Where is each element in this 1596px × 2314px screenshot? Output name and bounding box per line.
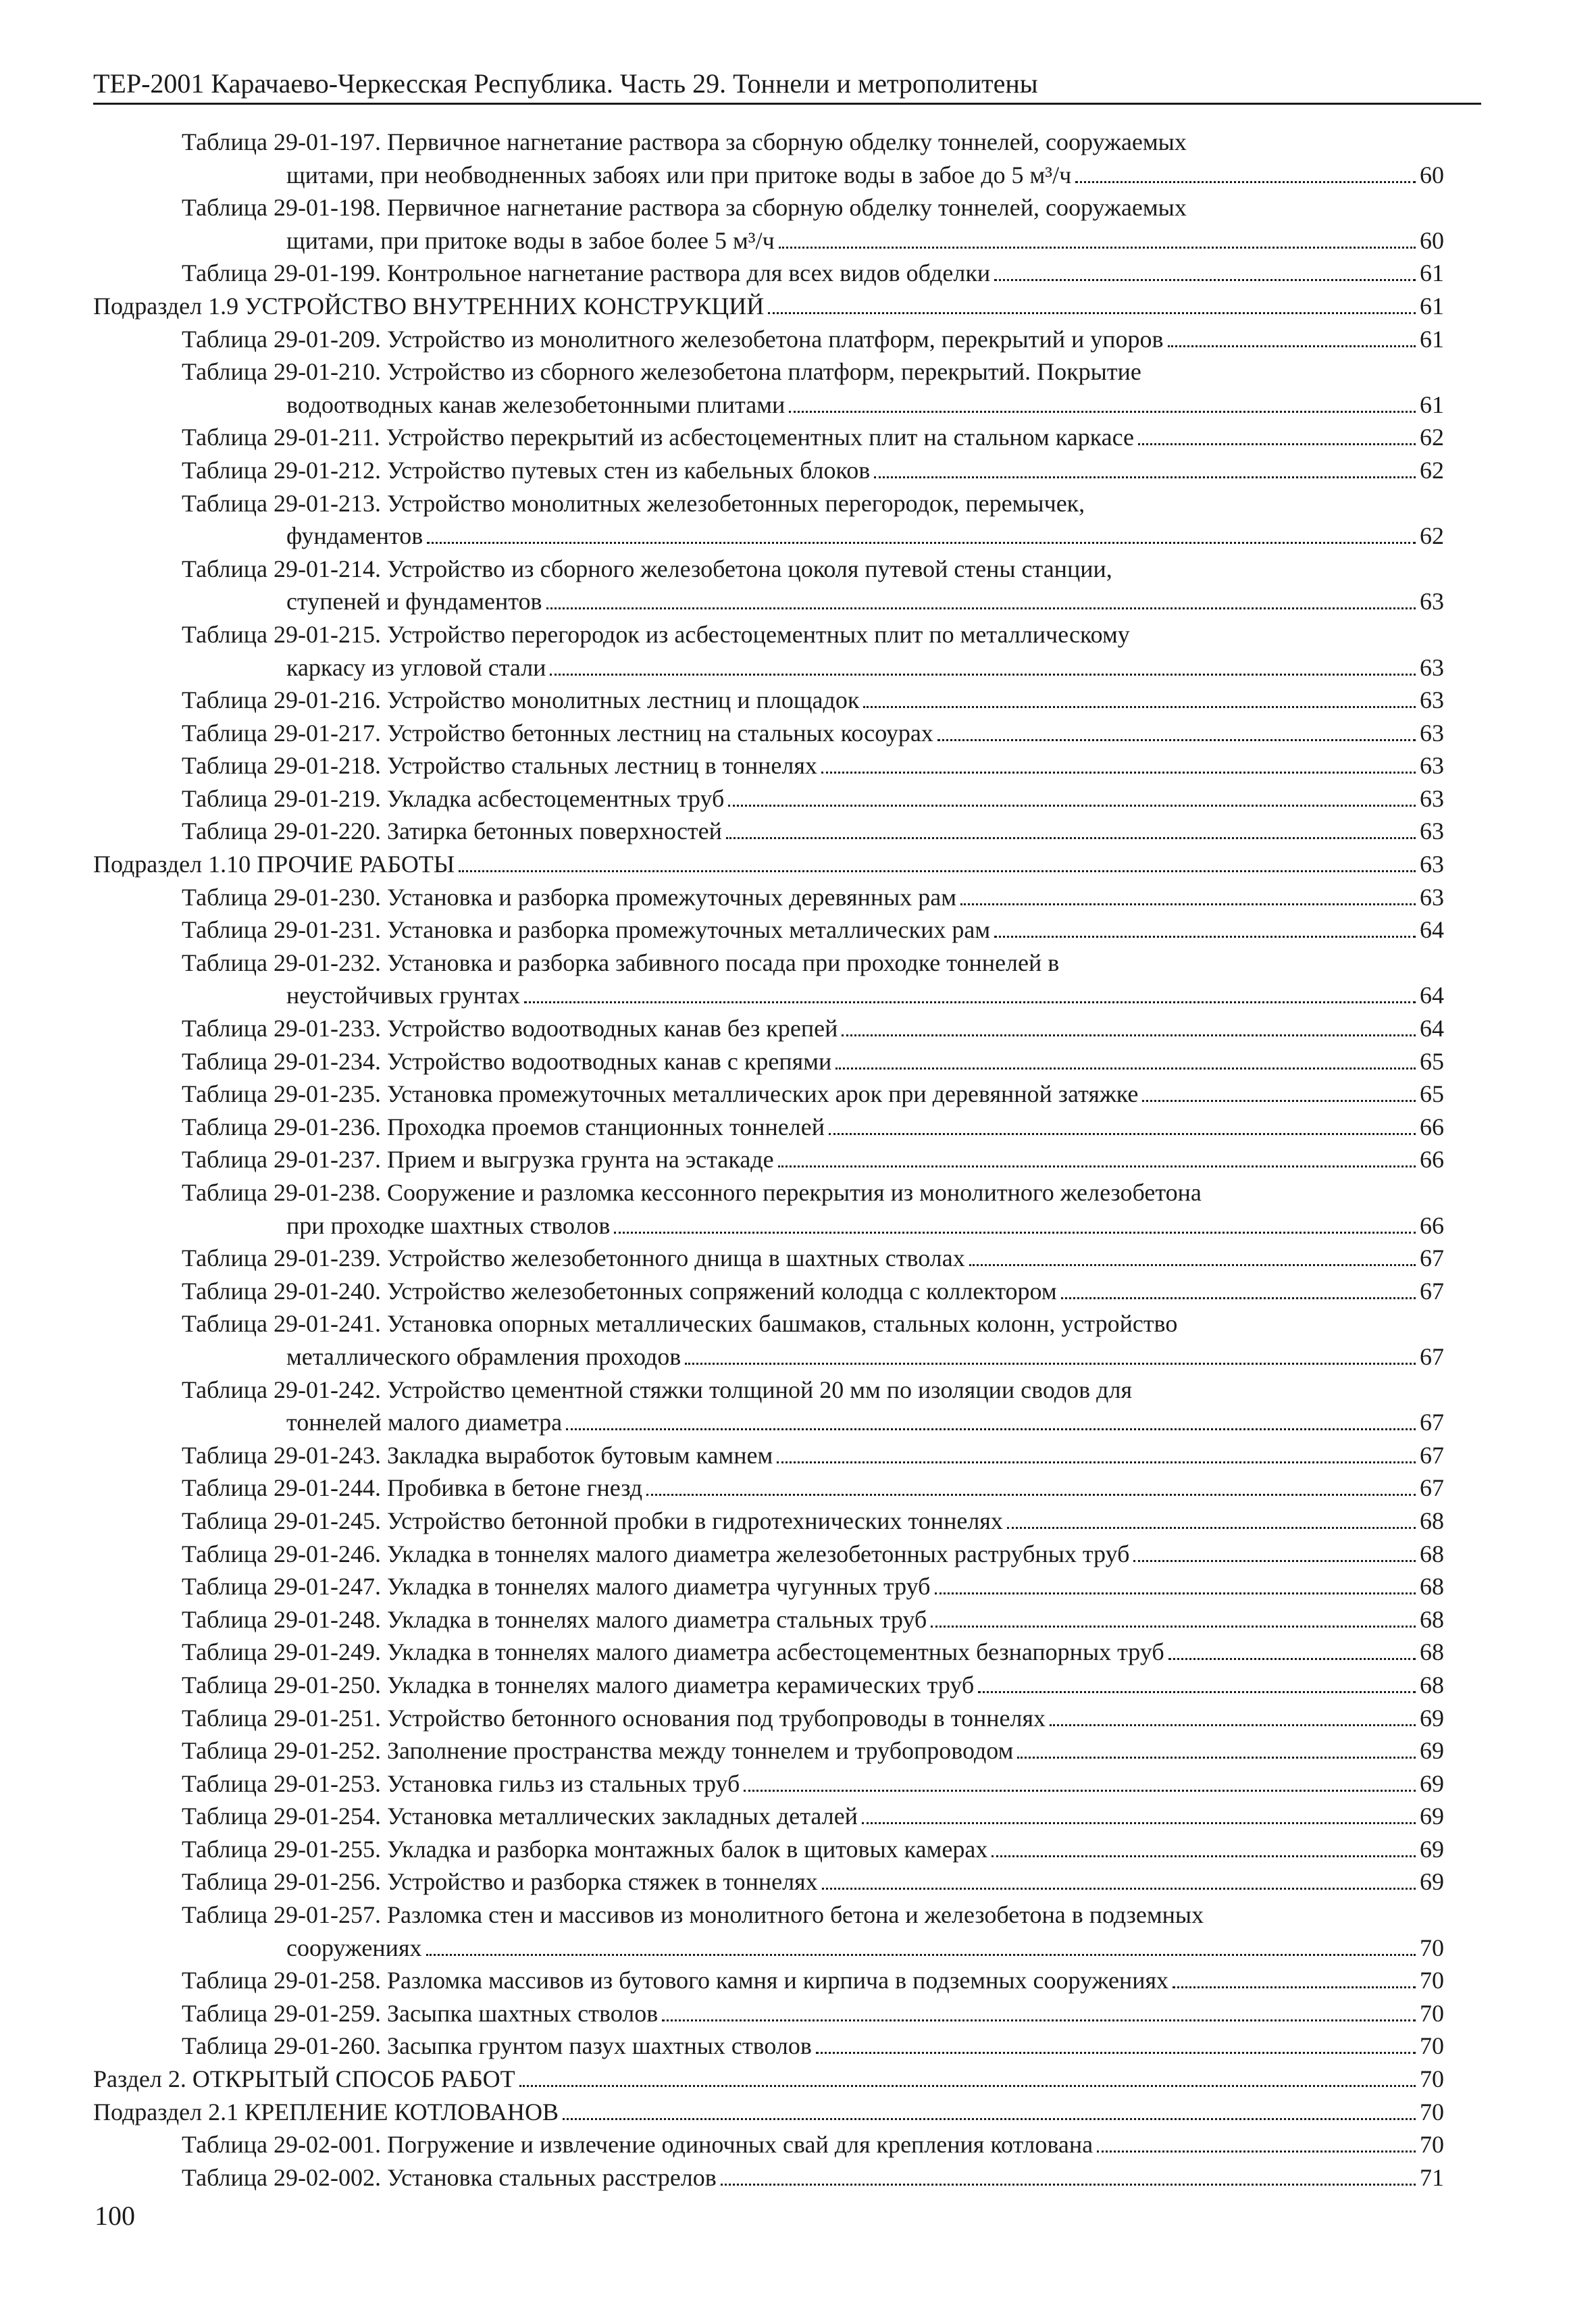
toc-entry-title: Таблица 29-01-218. Устройство стальных лестниц в тоннелях [182,752,817,780]
dot-leader [821,772,1416,774]
toc-page-number: 61 [1420,325,1444,353]
toc-table-entry[interactable] [93,1439,1444,1472]
toc-table-entry[interactable] [93,1143,1444,1176]
toc-table-entry[interactable] [93,1538,1444,1571]
toc-table-entry[interactable] [93,1012,1444,1045]
toc-page-number: 61 [1420,292,1444,320]
toc-page-number: 70 [1420,1967,1444,1994]
toc-table-entry[interactable] [93,126,1444,191]
dot-leader [768,312,1416,314]
toc-table-entry[interactable] [93,749,1444,782]
dot-leader [1050,1724,1416,1726]
dot-leader [816,2052,1416,2054]
toc-table-entry[interactable] [93,881,1444,914]
toc-table-entry[interactable] [93,618,1444,684]
dot-leader [519,2085,1416,2087]
toc-entry-title: Подраздел 2.1 КРЕПЛЕНИЕ КОТЛОВАНОВ [93,2098,559,2126]
toc-page-number: 69 [1420,1835,1444,1863]
toc-entry-title: Таблица 29-01-260. Засыпка грунтом пазух шахтных стволов [182,2032,812,2060]
toc-entry-title: Таблица 29-01-255. Укладка и разборка монтажных балок в щитовых камерах [182,1835,988,1863]
dot-leader [524,1001,1416,1003]
toc-entry-title: Таблица 29-01-235. Установка промежуточных металлических арок при деревянной затяжке [182,1080,1139,1108]
toc-entry-title: Подраздел 1.9 УСТРОЙСТВО ВНУТРЕННИХ КОНСТРУКЦИЙ [93,292,765,320]
dot-leader [994,279,1416,281]
toc-page-number: 63 [1420,883,1444,911]
toc-page-number: 66 [1420,1113,1444,1140]
toc-table-entry[interactable] [93,815,1444,848]
toc-table-entry[interactable] [93,1045,1444,1078]
toc-page-number: 61 [1420,259,1444,287]
toc-page-number: 65 [1420,1080,1444,1108]
dot-leader [1142,1100,1416,1102]
toc-table-entry[interactable] [93,1472,1444,1505]
dot-leader [862,1822,1416,1824]
toc-table-entry[interactable] [93,913,1444,947]
toc-table-entry[interactable] [93,421,1444,454]
toc-table-entry[interactable] [93,1603,1444,1636]
toc-entry-title: Таблица 29-01-237. Прием и выгрузка грунта на эстакаде [182,1146,774,1174]
toc-page-number: 66 [1420,1211,1444,1239]
toc-entry-title: Таблица 29-01-250. Укладка в тоннелях малого диаметра керамических труб [182,1671,975,1699]
toc-table-entry[interactable] [93,454,1444,487]
toc-entry-title: Таблица 29-01-217. Устройство бетонных лестниц на стальных косоурах [182,719,933,747]
toc-table-entry[interactable] [93,487,1444,553]
dot-leader [646,1494,1416,1496]
toc-entry-title: Таблица 29-01-216. Устройство монолитных лестниц и площадок [182,686,860,714]
toc-page-number: 63 [1420,752,1444,780]
dot-leader [728,805,1416,807]
toc-entry-title: Таблица 29-01-211. Устройство перекрытий из асбестоцементных плит на стальном каркасе [182,424,1135,451]
toc-table-entry[interactable] [93,717,1444,750]
toc-entry-title-continuation: щитами, при притоке воды в забое более 5 м³/ч [286,226,775,254]
toc-page-number: 61 [1420,391,1444,418]
toc-table-entry[interactable] [93,1865,1444,1898]
toc-page-number: 68 [1420,1573,1444,1601]
toc-entry-title: Таблица 29-01-249. Укладка в тоннелях малого диаметра асбестоцементных безнапорных труб [182,1638,1164,1666]
toc-page-number: 66 [1420,1146,1444,1174]
dot-leader [721,2184,1416,2186]
dot-leader [779,247,1416,249]
toc-table-entry[interactable] [93,1702,1444,1735]
toc-table-entry[interactable] [93,2128,1444,2161]
toc-entry-title: Таблица 29-01-236. Проходка проемов станционных тоннелей [182,1113,825,1140]
toc-table-entry[interactable] [93,1570,1444,1603]
toc-table-entry[interactable] [93,947,1444,1012]
toc-page-number: 70 [1420,2098,1444,2126]
toc-page-number: 68 [1420,1671,1444,1699]
toc-page-number: 63 [1420,784,1444,812]
dot-leader [1097,2150,1416,2153]
dot-leader [1133,1560,1416,1562]
toc-page-number: 67 [1420,1474,1444,1502]
toc-page-number: 70 [1420,2065,1444,2093]
dot-leader [563,2118,1416,2120]
toc-table-entry[interactable] [93,1307,1444,1373]
toc-entry-title: Таблица 29-01-254. Установка металлических закладных деталей [182,1803,858,1830]
dot-leader [935,1592,1416,1594]
toc-entry-title: Таблица 29-01-220. Затирка бетонных поверхностей [182,818,722,845]
dot-leader [427,542,1416,544]
toc-page-number: 68 [1420,1540,1444,1567]
toc-page-number: 62 [1420,456,1444,484]
dot-leader [992,1855,1416,1857]
toc-entry-title: Таблица 29-02-001. Погружение и извлечение одиночных свай для крепления котлована [182,2131,1093,2159]
dot-leader [863,706,1416,708]
toc-page-number: 63 [1420,588,1444,615]
toc-table-entry[interactable] [93,1964,1444,1997]
toc-entry-title: Таблица 29-01-256. Устройство и разборка стяжек в тоннелях [182,1868,818,1896]
toc-page-number: 70 [1420,2131,1444,2159]
toc-entry-title-continuation: водоотводных канав железобетонными плитами [286,391,786,418]
toc-entry-title-continuation: при проходке шахтных стволов [286,1211,611,1239]
toc-page-number: 69 [1420,1803,1444,1830]
toc-entry-title: Таблица 29-01-258. Разломка массивов из бутового камня и кирпича в подземных сооружениях [182,1967,1169,1994]
toc-table-entry[interactable] [93,2030,1444,2063]
dot-leader [931,1626,1416,1628]
dot-leader [744,1790,1416,1792]
toc-table-entry[interactable] [93,1242,1444,1275]
header-divider [93,103,1481,105]
page-header: ТЕР-2001 Карачаево-Черкесская Республика. Часть 29. Тоннели и метрополитены [93,68,1038,99]
toc-page-number: 67 [1420,1342,1444,1370]
dot-leader [1007,1527,1416,1529]
dot-leader [546,607,1416,609]
dot-leader [829,1133,1416,1135]
toc-entry-title: Таблица 29-01-231. Установка и разборка промежуточных металлических рам [182,916,991,944]
dot-leader [685,1363,1416,1365]
toc-entry-title-continuation: ступеней и фундаментов [286,588,542,615]
toc-page-number: 67 [1420,1277,1444,1305]
toc-entry-title: Таблица 29-01-215. Устройство перегородок из асбестоцементных плит по металлическому [182,620,1130,648]
toc-page-number: 69 [1420,1769,1444,1797]
toc-page-number: 64 [1420,916,1444,944]
toc-section-entry[interactable] [93,2096,1444,2129]
toc-table-entry[interactable] [93,1800,1444,1833]
toc-table-entry[interactable] [93,684,1444,717]
dot-leader [459,870,1416,872]
dot-leader [426,1954,1416,1956]
dot-leader [1168,345,1416,347]
toc-entry-title-continuation: сооружениях [286,1934,422,1961]
toc-entry-title: Таблица 29-01-209. Устройство из монолитного железобетона платформ, перекрытий и упоров [182,325,1164,353]
dot-leader [662,2019,1416,2021]
toc-page-number: 67 [1420,1409,1444,1436]
toc-entry-title: Таблица 29-01-245. Устройство бетонной пробки в гидротехнических тоннелях [182,1507,1003,1534]
toc-page-number: 65 [1420,1047,1444,1075]
toc-page-number: 63 [1420,818,1444,845]
toc-entry-title: Таблица 29-01-241. Установка опорных металлических башмаков, стальных колонн, устройство [182,1310,1178,1338]
dot-leader [960,903,1416,905]
toc-entry-title: Таблица 29-02-002. Установка стальных расстрелов [182,2163,717,2191]
toc-entry-title-continuation: неустойчивых грунтах [286,982,521,1009]
toc-page-number: 67 [1420,1244,1444,1272]
toc-table-entry[interactable] [93,2161,1444,2194]
toc-entry-title: Таблица 29-01-244. Пробивка в бетоне гнезд [182,1474,643,1502]
dot-leader [778,1165,1416,1167]
toc-entry-title: Таблица 29-01-232. Установка и разборка забивного посада при проходке тоннелей в [182,949,1060,976]
toc-entry-title: Таблица 29-01-198. Первичное нагнетание раствора за сборную обделку тоннелей, сооружаемых [182,194,1187,222]
toc-entry-title: Таблица 29-01-219. Укладка асбестоцементных труб [182,784,725,812]
toc-entry-title-continuation: тоннелей малого диаметра [286,1409,563,1436]
toc-table-entry[interactable] [93,1669,1444,1702]
table-of-contents [93,126,1444,2194]
dot-leader [835,1067,1416,1070]
toc-table-entry[interactable] [93,355,1444,421]
toc-page-number: 63 [1420,851,1444,878]
dot-leader [978,1691,1416,1693]
toc-page-number: 64 [1420,982,1444,1009]
toc-section-entry[interactable] [93,290,1444,323]
page-number: 100 [95,2200,135,2231]
toc-page-number: 67 [1420,1441,1444,1469]
toc-entry-title: Таблица 29-01-197. Первичное нагнетание раствора за сборную обделку тоннелей, сооружаемых [182,128,1187,155]
dot-leader [1061,1297,1416,1299]
toc-entry-title-continuation: щитами, при необводненных забоях или при притоке воды в забое до 5 м³/ч [286,161,1072,188]
dot-leader [969,1264,1416,1266]
toc-table-entry[interactable] [93,257,1444,290]
toc-entry-title: Таблица 29-01-251. Устройство бетонного основания под трубопроводы в тоннелях [182,1704,1046,1732]
toc-entry-title: Таблица 29-01-248. Укладка в тоннелях малого диаметра стальных труб [182,1605,927,1633]
toc-entry-title: Таблица 29-01-246. Укладка в тоннелях малого диаметра железобетонных раструбных труб [182,1540,1130,1567]
toc-section-entry[interactable] [93,848,1444,881]
toc-entry-title: Таблица 29-01-253. Установка гильз из стальных труб [182,1769,740,1797]
toc-page-number: 62 [1420,424,1444,451]
toc-page-number: 64 [1420,1015,1444,1042]
toc-page-number: 63 [1420,686,1444,714]
dot-leader [566,1428,1416,1430]
toc-entry-title: Подраздел 1.10 ПРОЧИЕ РАБОТЫ [93,851,455,878]
toc-entry-title: Таблица 29-01-233. Устройство водоотводных канав без крепей [182,1015,838,1042]
toc-entry-title: Таблица 29-01-240. Устройство железобетонных сопряжений колодца с коллектором [182,1277,1057,1305]
toc-entry-title: Раздел 2. ОТКРЫТЫЙ СПОСОБ РАБОТ [93,2065,515,2093]
toc-table-entry[interactable] [93,1275,1444,1308]
dot-leader [822,1888,1416,1890]
toc-table-entry[interactable] [93,191,1444,257]
toc-entry-title: Таблица 29-01-234. Устройство водоотводных канав с крепями [182,1047,832,1075]
toc-page-number: 68 [1420,1507,1444,1534]
toc-entry-title: Таблица 29-01-243. Закладка выработок бутовым камнем [182,1441,773,1469]
dot-leader [842,1034,1416,1036]
toc-entry-title: Таблица 29-01-239. Устройство железобетонного днища в шахтных стволах [182,1244,965,1272]
toc-entry-title: Таблица 29-01-242. Устройство цементной стяжки толщиной 20 мм по изоляции сводов для [182,1376,1133,1403]
dot-leader [789,411,1416,413]
toc-table-entry[interactable] [93,1997,1444,2030]
toc-table-entry[interactable] [93,1833,1444,1866]
dot-leader [726,837,1416,839]
toc-entry-title: Таблица 29-01-230. Установка и разборка промежуточных деревянных рам [182,883,957,911]
toc-table-entry[interactable] [93,1374,1444,1439]
toc-table-entry[interactable] [93,1734,1444,1767]
toc-page-number: 68 [1420,1638,1444,1666]
toc-table-entry[interactable] [93,782,1444,815]
toc-table-entry[interactable] [93,1898,1444,1964]
dot-leader [550,674,1416,676]
toc-page-number: 71 [1420,2163,1444,2191]
toc-page-number: 63 [1420,719,1444,747]
dot-leader [937,739,1416,741]
toc-table-entry[interactable] [93,1767,1444,1801]
toc-table-entry[interactable] [93,1636,1444,1669]
dot-leader [1138,443,1416,445]
toc-entry-title: Таблица 29-01-257. Разломка стен и массивов из монолитного бетона и железобетона в подземных [182,1901,1204,1929]
dot-leader [994,936,1416,938]
toc-page-number: 69 [1420,1737,1444,1765]
toc-entry-title-continuation: металлического обрамления проходов [286,1342,681,1370]
dot-leader [1168,1658,1416,1660]
toc-entry-title: Таблица 29-01-212. Устройство путевых стен из кабельных блоков [182,456,871,484]
toc-entry-title: Таблица 29-01-247. Укладка в тоннелях малого диаметра чугунных труб [182,1573,931,1601]
toc-table-entry[interactable] [93,553,1444,618]
toc-page-number: 62 [1420,522,1444,550]
toc-table-entry[interactable] [93,1111,1444,1144]
dot-leader [1075,181,1416,183]
toc-page-number: 69 [1420,1704,1444,1732]
toc-entry-title: Таблица 29-01-210. Устройство из сборного железобетона платформ, перекрытий. Покрытие [182,358,1141,386]
toc-entry-title: Таблица 29-01-252. Заполнение пространства между тоннелем и трубопроводом [182,1737,1014,1765]
toc-entry-title-continuation: каркасу из угловой стали [286,653,546,681]
toc-entry-title: Таблица 29-01-199. Контрольное нагнетание раствора для всех видов обделки [182,259,991,287]
dot-leader [874,476,1416,478]
toc-page-number: 70 [1420,2032,1444,2060]
dot-leader [1173,1986,1416,1988]
toc-entry-title: Таблица 29-01-214. Устройство из сборного железобетона цоколя путевой стены станции, [182,555,1112,582]
toc-table-entry[interactable] [93,1505,1444,1538]
toc-page-number: 69 [1420,1868,1444,1896]
toc-entry-title: Таблица 29-01-259. Засыпка шахтных стволов [182,1999,659,2027]
toc-entry-title: Таблица 29-01-213. Устройство монолитных железобетонных перегородок, перемычек, [182,489,1085,517]
toc-table-entry[interactable] [93,323,1444,356]
toc-page-number: 70 [1420,1999,1444,2027]
toc-entry-title-continuation: фундаментов [286,522,423,550]
toc-page-number: 63 [1420,653,1444,681]
toc-table-entry[interactable] [93,1078,1444,1111]
toc-entry-title: Таблица 29-01-238. Сооружение и разломка кессонного перекрытия из монолитного железобетона [182,1179,1202,1206]
dot-leader [1017,1757,1416,1759]
toc-page-number: 70 [1420,1934,1444,1961]
toc-section-entry[interactable] [93,2063,1444,2096]
dot-leader [614,1232,1416,1234]
dot-leader [777,1461,1416,1463]
toc-page-number: 60 [1420,161,1444,188]
toc-page-number: 60 [1420,226,1444,254]
toc-table-entry[interactable] [93,1176,1444,1242]
toc-page-number: 68 [1420,1605,1444,1633]
